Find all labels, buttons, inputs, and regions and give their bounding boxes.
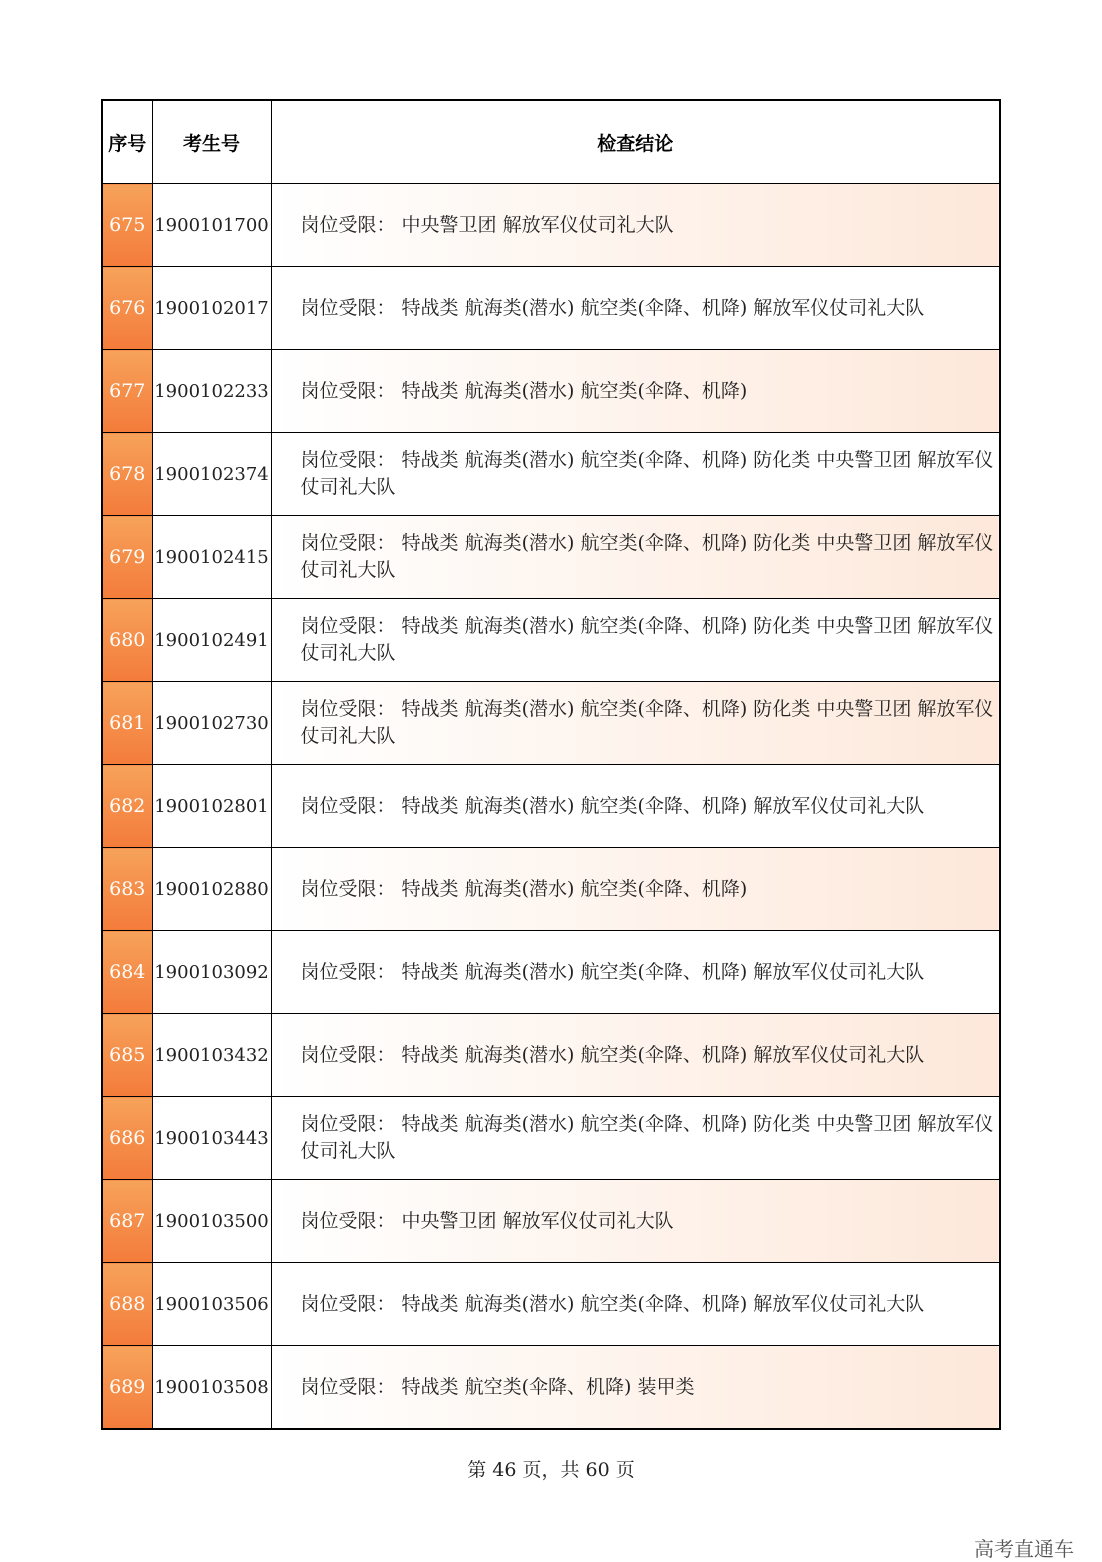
seq-cell: 687 xyxy=(102,1180,152,1263)
exam-id-cell: 1900101700 xyxy=(152,184,271,267)
exam-id-cell: 1900103443 xyxy=(152,1097,271,1180)
seq-cell: 686 xyxy=(102,1097,152,1180)
exam-id-cell: 1900102233 xyxy=(152,350,271,433)
result-cell: 岗位受限： 特战类 航海类(潜水) 航空类(伞降、机降) 防化类 中央警卫团 解放军仪仗司礼大队 xyxy=(271,599,1000,682)
header-seq: 序号 xyxy=(102,100,152,184)
exam-id-cell: 1900102374 xyxy=(152,433,271,516)
result-cell: 岗位受限： 特战类 航海类(潜水) 航空类(伞降、机降) 防化类 中央警卫团 解放军仪仗司礼大队 xyxy=(271,433,1000,516)
table-row xyxy=(102,433,1000,516)
table-row xyxy=(102,1180,1000,1263)
seq-cell: 679 xyxy=(102,516,152,599)
exam-id-cell: 1900103500 xyxy=(152,1180,271,1263)
exam-id-cell: 1900103432 xyxy=(152,1014,271,1097)
seq-cell: 685 xyxy=(102,1014,152,1097)
result-cell: 岗位受限： 特战类 航海类(潜水) 航空类(伞降、机降) 解放军仪仗司礼大队 xyxy=(271,1263,1000,1346)
seq-cell: 682 xyxy=(102,765,152,848)
seq-cell: 680 xyxy=(102,599,152,682)
header-exam-id: 考生号 xyxy=(152,100,271,184)
table-row xyxy=(102,931,1000,1014)
exam-id-cell: 1900103092 xyxy=(152,931,271,1014)
result-cell: 岗位受限： 特战类 航海类(潜水) 航空类(伞降、机降) 解放军仪仗司礼大队 xyxy=(271,267,1000,350)
table-row xyxy=(102,1263,1000,1346)
exam-id-cell: 1900103508 xyxy=(152,1346,271,1430)
table-row xyxy=(102,1014,1000,1097)
header-result: 检查结论 xyxy=(271,100,1000,184)
watermark: 高考直通车 xyxy=(974,1537,1074,1561)
table-row xyxy=(102,1346,1000,1430)
seq-cell: 676 xyxy=(102,267,152,350)
seq-cell: 684 xyxy=(102,931,152,1014)
result-cell: 岗位受限： 特战类 航海类(潜水) 航空类(伞降、机降) 防化类 中央警卫团 解放军仪仗司礼大队 xyxy=(271,1097,1000,1180)
table-row xyxy=(102,184,1000,267)
result-cell: 岗位受限： 中央警卫团 解放军仪仗司礼大队 xyxy=(271,184,1000,267)
seq-cell: 689 xyxy=(102,1346,152,1430)
table-header-row xyxy=(102,100,1000,184)
exam-id-cell: 1900102801 xyxy=(152,765,271,848)
result-cell: 岗位受限： 特战类 航海类(潜水) 航空类(伞降、机降) 防化类 中央警卫团 解放军仪仗司礼大队 xyxy=(271,516,1000,599)
page-number: 第 46 页，共 60 页 xyxy=(467,1459,635,1481)
table-row xyxy=(102,599,1000,682)
table-row xyxy=(102,1097,1000,1180)
table-row xyxy=(102,350,1000,433)
exam-id-cell: 1900102730 xyxy=(152,682,271,765)
result-cell: 岗位受限： 中央警卫团 解放军仪仗司礼大队 xyxy=(271,1180,1000,1263)
result-cell: 岗位受限： 特战类 航海类(潜水) 航空类(伞降、机降) 解放军仪仗司礼大队 xyxy=(271,931,1000,1014)
table-row xyxy=(102,682,1000,765)
table-row xyxy=(102,848,1000,931)
seq-cell: 683 xyxy=(102,848,152,931)
exam-id-cell: 1900102880 xyxy=(152,848,271,931)
result-cell: 岗位受限： 特战类 航海类(潜水) 航空类(伞降、机降) 防化类 中央警卫团 解放军仪仗司礼大队 xyxy=(271,682,1000,765)
seq-cell: 681 xyxy=(102,682,152,765)
result-cell: 岗位受限： 特战类 航海类(潜水) 航空类(伞降、机降) xyxy=(271,848,1000,931)
seq-cell: 678 xyxy=(102,433,152,516)
exam-id-cell: 1900102415 xyxy=(152,516,271,599)
seq-cell: 688 xyxy=(102,1263,152,1346)
results-sheet xyxy=(101,99,999,1430)
exam-id-cell: 1900102491 xyxy=(152,599,271,682)
result-cell: 岗位受限： 特战类 航海类(潜水) 航空类(伞降、机降) 解放军仪仗司礼大队 xyxy=(271,1014,1000,1097)
table-row xyxy=(102,267,1000,350)
result-cell: 岗位受限： 特战类 航海类(潜水) 航空类(伞降、机降) xyxy=(271,350,1000,433)
exam-id-cell: 1900102017 xyxy=(152,267,271,350)
result-cell: 岗位受限： 特战类 航空类(伞降、机降) 装甲类 xyxy=(271,1346,1000,1430)
results-table xyxy=(101,99,1001,1430)
table-body xyxy=(102,184,1000,1430)
seq-cell: 675 xyxy=(102,184,152,267)
table-row xyxy=(102,765,1000,848)
exam-id-cell: 1900103506 xyxy=(152,1263,271,1346)
table-row xyxy=(102,516,1000,599)
result-cell: 岗位受限： 特战类 航海类(潜水) 航空类(伞降、机降) 解放军仪仗司礼大队 xyxy=(271,765,1000,848)
seq-cell: 677 xyxy=(102,350,152,433)
